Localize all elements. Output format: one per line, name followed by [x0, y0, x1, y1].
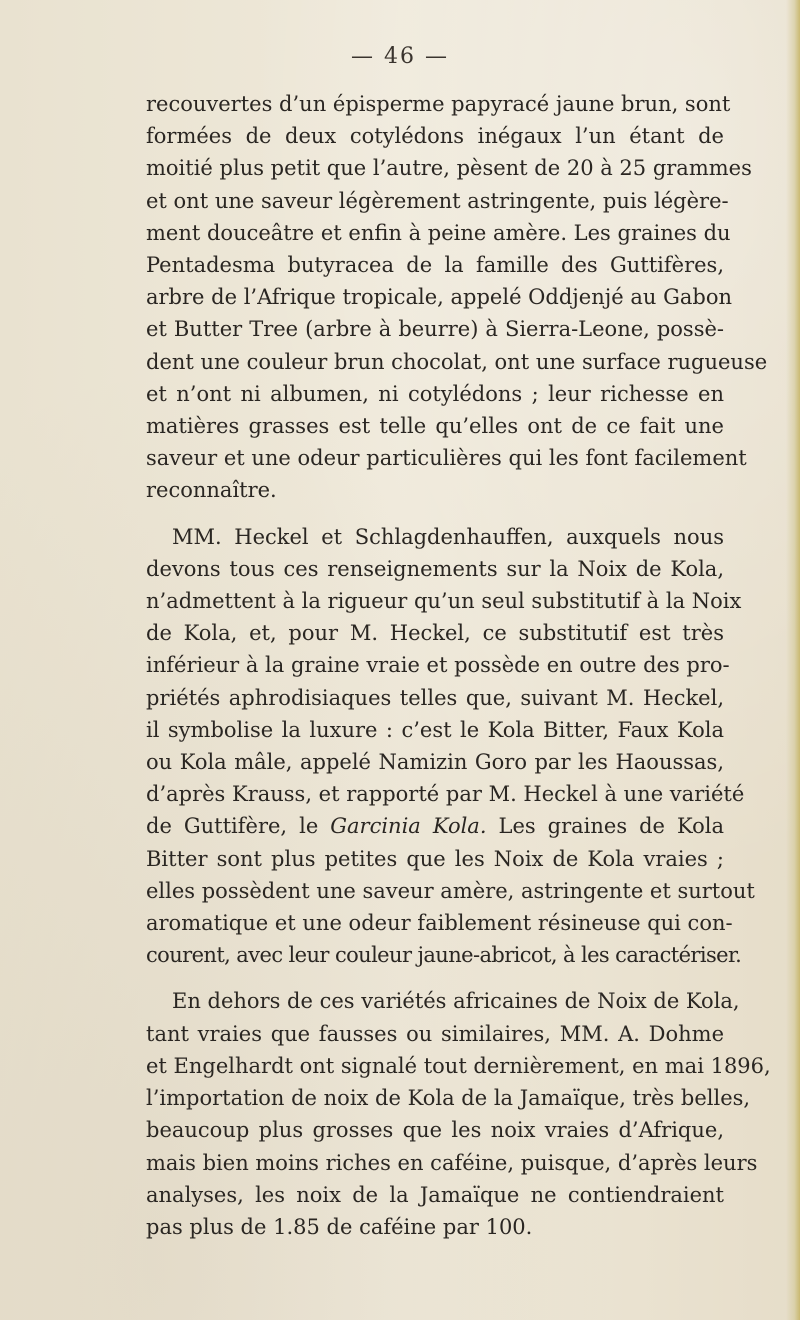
text-line: pas plus de 1.85 de caféine par 100. — [146, 1214, 533, 1239]
text-line: et ont une saveur légèrement astringente, puis légère- — [146, 188, 729, 213]
paragraph-3 — [146, 985, 771, 1243]
paragraph-gap — [146, 971, 724, 985]
page-edge-shadow — [786, 0, 800, 1320]
text-line: il symbolise la luxure : c’est le Kola Bitter, Faux Kola — [146, 717, 724, 742]
text-line: aromatique et une odeur faiblement résineuse qui con- — [146, 911, 733, 936]
text-line: ou Kola mâle, appelé Namizin Goro par les Haoussas, — [146, 750, 724, 775]
text-line: d’après Krauss, et rapporté par M. Heckel à une variété — [146, 782, 745, 807]
text-line: arbre de l’Afrique tropicale, appelé Oddjenjé au Gabon — [146, 285, 732, 310]
text-line: dent une couleur brun chocolat, ont une surface rugueuse — [146, 349, 768, 374]
text-line-with-italic — [146, 810, 724, 842]
text-line: priétés aphrodisiaques telles que, suivant M. Heckel, — [146, 685, 724, 710]
species-name-italic: Garcinia Kola. — [330, 814, 487, 839]
text-segment: de Guttifère, le — [146, 814, 331, 839]
paragraph-gap — [146, 507, 724, 521]
text-line: l’importation de noix de Kola de la Jamaïque, très belles, — [146, 1086, 751, 1111]
text-line: et n’ont ni albumen, ni cotylédons ; leur richesse en — [146, 381, 724, 406]
text-line: recouvertes d’un épisperme papyracé jaune brun, sont — [146, 92, 731, 116]
text-line: elles possèdent une saveur amère, astringente et surtout — [146, 878, 755, 903]
text-line: Bitter sont plus petites que les Noix de Kola vraies ; — [146, 846, 724, 871]
text-line: ment douceâtre et enfin à peine amère. Les graines du — [146, 220, 731, 245]
text-line: mais bien moins riches en caféine, puisque, d’après leurs — [146, 1150, 758, 1175]
page-number: — 46 — — [351, 44, 449, 69]
text-line: n’admettent à la rigueur qu’un seul substitutif à la Noix — [146, 589, 742, 614]
text-line: matières grasses est telle qu’elles ont de ce fait une — [146, 414, 724, 439]
paragraph-2 — [146, 521, 755, 972]
text-line: reconnaître. — [146, 478, 277, 503]
paragraph-1 — [146, 88, 768, 507]
text-line: de Kola, et, pour M. Heckel, ce substitutif est très — [146, 621, 724, 646]
text-line: devons tous ces renseignements sur la Noix de Kola, — [146, 556, 724, 581]
text-line: MM. Heckel et Schlagdenhauffen, auxquels nous — [172, 524, 724, 549]
text-line: saveur et une odeur particulières qui les font facilement — [146, 446, 747, 471]
text-line: tant vraies que fausses ou similaires, MM. A. Dohme — [146, 1021, 724, 1046]
body-text — [146, 88, 771, 1243]
text-line: Pentadesma butyracea de la famille des Guttifères, — [146, 253, 724, 278]
text-line: formées de deux cotylédons inégaux l’un étant de — [146, 124, 724, 149]
text-segment: Les graines de Kola — [486, 814, 724, 839]
text-line: courent, avec leur couleur jaune-abricot, à les caractériser. — [146, 943, 742, 968]
text-line: analyses, les noix de la Jamaïque ne contiendraient — [146, 1182, 724, 1207]
text-line: et Butter Tree (arbre à beurre) à Sierra-Leone, possè- — [146, 317, 724, 342]
text-line: En dehors de ces variétés africaines de Noix de Kola, — [172, 989, 740, 1014]
text-line: moitié plus petit que l’autre, pèsent de 20 à 25 grammes — [146, 156, 752, 181]
text-line: et Engelhardt ont signalé tout dernièrement, en mai 1896, — [146, 1053, 771, 1078]
text-line: beaucoup plus grosses que les noix vraies d’Afrique, — [146, 1118, 724, 1143]
text-line: inférieur à la graine vraie et possède en outre des pro- — [146, 653, 730, 678]
